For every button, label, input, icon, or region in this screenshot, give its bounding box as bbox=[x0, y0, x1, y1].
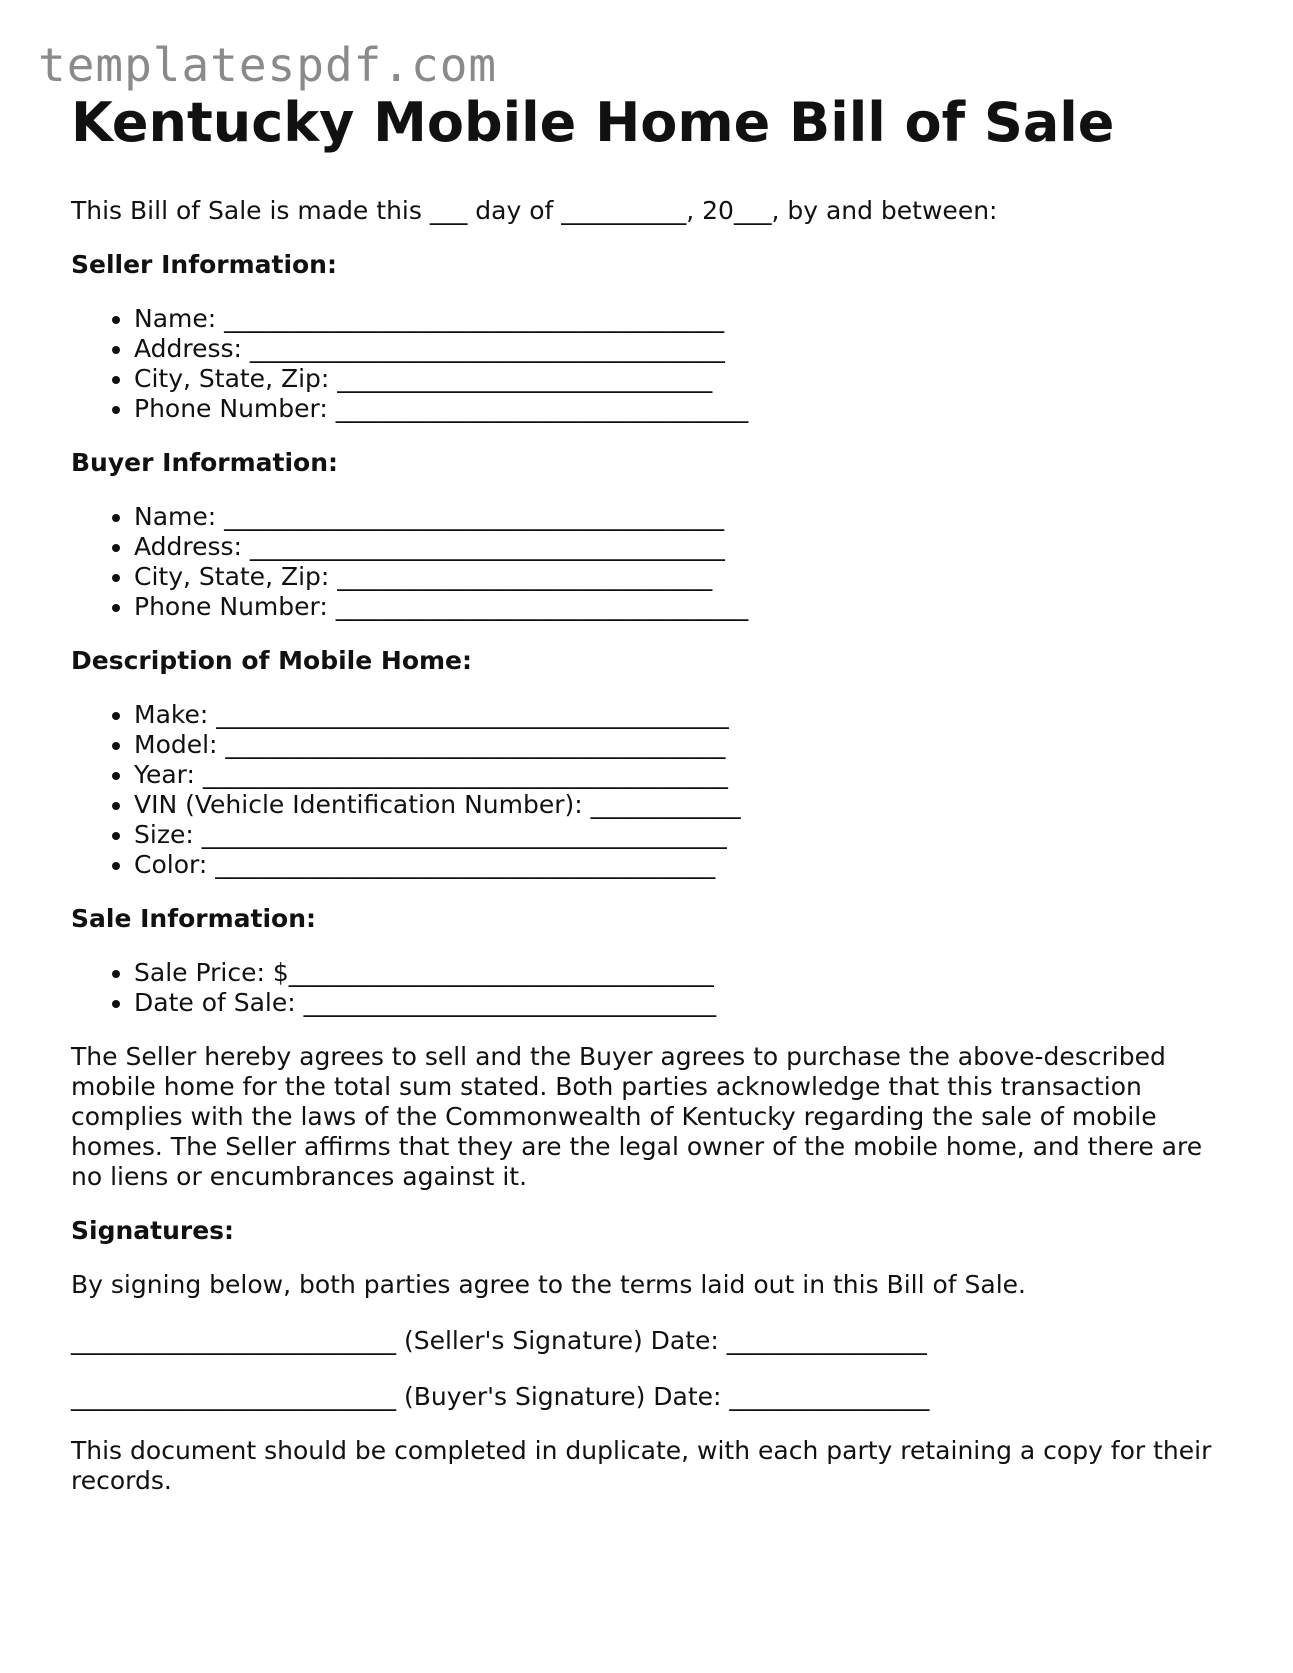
buyer-name-field: • Name: ________________________________________ bbox=[134, 502, 1231, 532]
watermark: templatespdf.com bbox=[38, 38, 498, 92]
buyer-heading: Buyer Information: bbox=[71, 448, 339, 477]
model-field: • Model: ________________________________________ bbox=[134, 730, 1231, 760]
sale-list bbox=[71, 958, 1231, 1018]
sale-heading: Sale Information: bbox=[71, 904, 316, 933]
description-list bbox=[71, 700, 1231, 880]
document bbox=[71, 88, 1231, 1496]
make-field: • Make: _________________________________________ bbox=[134, 700, 1231, 730]
buyer-phone-field: • Phone Number: _________________________________ bbox=[134, 592, 1231, 622]
signature-statement: By signing below, both parties agree to the terms laid out in this Bill of Sale. bbox=[71, 1270, 1026, 1299]
sale-price-field: • Sale Price: $__________________________________ bbox=[134, 958, 1231, 988]
seller-phone-field: • Phone Number: _________________________________ bbox=[134, 394, 1231, 424]
buyer-city-field: • City, State, Zip: ______________________________ bbox=[134, 562, 1231, 592]
footer-note: This document should be completed in duplicate, with each party retaining a copy for their records. bbox=[71, 1436, 1212, 1495]
seller-heading: Seller Information: bbox=[71, 250, 337, 279]
intro-text: This Bill of Sale is made this ___ day of __________, 20___, by and between: bbox=[71, 196, 998, 225]
color-field: • Color: ________________________________________ bbox=[134, 850, 1231, 880]
description-heading: Description of Mobile Home: bbox=[71, 646, 473, 675]
buyer-address-field: • Address: ______________________________________ bbox=[134, 532, 1231, 562]
buyer-list bbox=[71, 502, 1231, 622]
seller-city-field: • City, State, Zip: ______________________________ bbox=[134, 364, 1231, 394]
vin-field: • VIN (Vehicle Identification Number): ____________ bbox=[134, 790, 1231, 820]
signatures-heading: Signatures: bbox=[71, 1216, 235, 1245]
seller-signature-line: __________________________ (Seller's Signature) Date: ________________ bbox=[71, 1326, 927, 1355]
year-field: • Year: __________________________________________ bbox=[134, 760, 1231, 790]
sale-date-field: • Date of Sale: _________________________________ bbox=[134, 988, 1231, 1018]
seller-address-field: • Address: ______________________________________ bbox=[134, 334, 1231, 364]
seller-name-field: • Name: ________________________________________ bbox=[134, 304, 1231, 334]
agreement-paragraph: The Seller hereby agrees to sell and the Buyer agrees to purchase the above-described mobile home for the total sum stated. Both parties acknowledge that this transaction complies with the laws of the Commonwealth of Kentucky regarding the sale of mobile homes. The Seller affirms that they are the legal owner of the mobile home, and there are no liens or encumbrances against it. bbox=[71, 1042, 1203, 1191]
size-field: • Size: __________________________________________ bbox=[134, 820, 1231, 850]
seller-list bbox=[71, 304, 1231, 424]
buyer-signature-line: __________________________ (Buyer's Signature) Date: ________________ bbox=[71, 1382, 930, 1411]
document-title: Kentucky Mobile Home Bill of Sale bbox=[71, 91, 1115, 154]
